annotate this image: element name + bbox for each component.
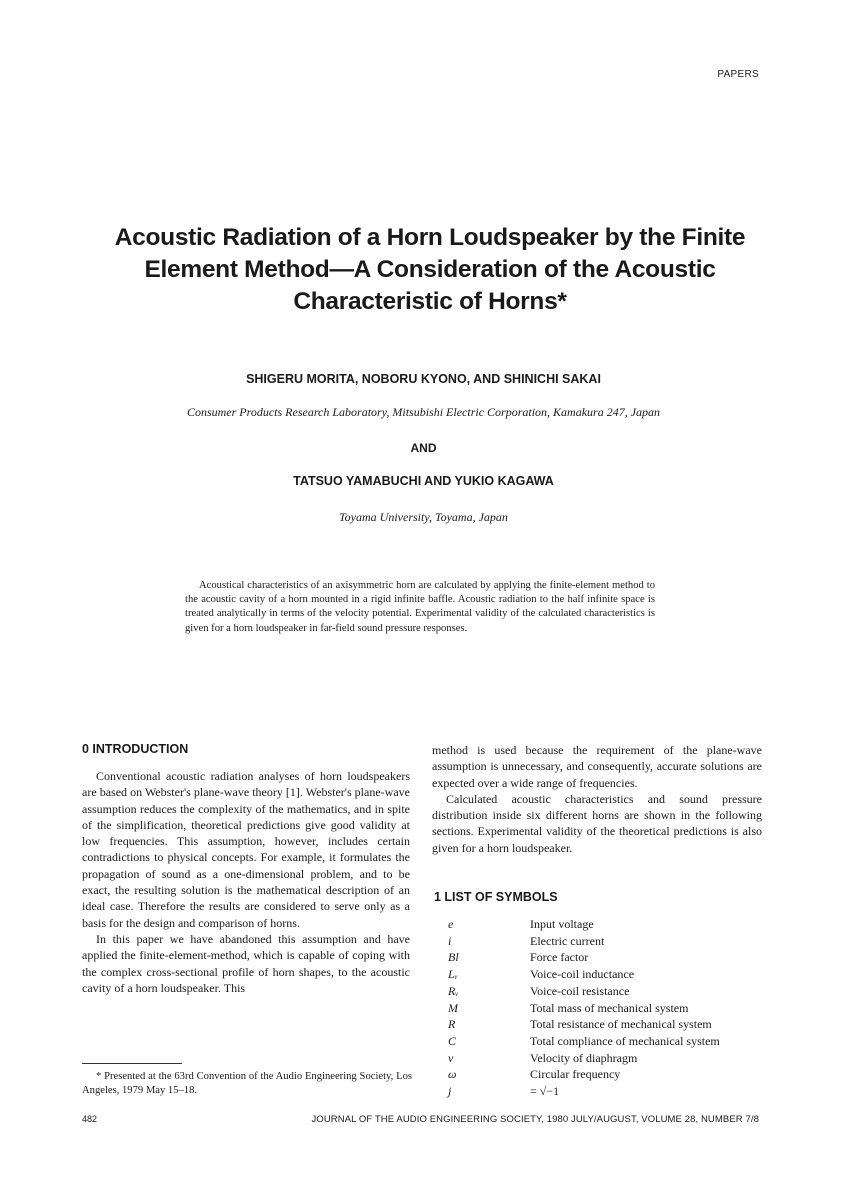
footnote-divider [82, 1063, 182, 1064]
paragraph: Conventional acoustic radiation analyses of horn loudspeakers are based on Webster's plane-wave theory [1]. Webster's plane-wave assumption reduces the complexity of the mathematics, and in spite of the simplification, theoretical predictions give good validity at low frequencies. This assumption, however, includes certain contradictions to physical concepts. For example, it formulates the propagation of sound as a one-dimensional problem, and to be exact, the resulting solution is the mathematical description of an ideal case. Therefore the results are considered to serve only as a basis for the design and comparison of horns. [82, 769, 410, 930]
paper-title [60, 222, 800, 318]
symbol-row [432, 1000, 720, 1017]
paragraph-continued: method is used because the requirement of the plane-wave assumption is unnecessary, and consequently, accurate solutions are expected over a wide range of frequencies. [432, 743, 762, 790]
symbol: C [448, 1033, 457, 1048]
author-separator: AND [410, 441, 437, 455]
symbol: Bl [448, 950, 459, 965]
symbol: j [448, 1084, 452, 1099]
symbol: Lᵥ [448, 967, 459, 982]
symbol-description: Total mass of mechanical system [530, 1000, 689, 1015]
symbol-description: Voice-coil resistance [530, 983, 630, 998]
symbol-row [432, 949, 720, 966]
symbol-row [432, 1016, 720, 1033]
symbol: i [448, 933, 452, 948]
symbol: M [448, 1000, 458, 1015]
title-line-3: Characteristic of Horns* [293, 288, 567, 315]
symbol: ω [448, 1067, 457, 1082]
symbol-description: = √−1 [530, 1084, 560, 1099]
symbol-description: Velocity of diaphragm [530, 1050, 638, 1065]
symbol-description: Force factor [530, 950, 589, 965]
right-column [432, 742, 762, 856]
symbol: Rᵥ [448, 983, 459, 998]
symbol-description: Input voltage [530, 917, 594, 931]
symbol: R [448, 1017, 456, 1032]
symbol-row [432, 916, 720, 933]
page-number: 482 [82, 1114, 98, 1124]
symbol-description: Total resistance of mechanical system [530, 1017, 712, 1032]
symbol-description: Voice-coil inductance [530, 967, 635, 982]
symbol-description: Total compliance of mechanical system [530, 1033, 720, 1048]
symbol-row [432, 1083, 720, 1100]
author-list-2: TATSUO YAMABUCHI AND YUKIO KAGAWA [293, 474, 554, 488]
symbol-description: Circular frequency [530, 1067, 621, 1082]
symbols-table [432, 916, 720, 1100]
abstract: Acoustical characteristics of an axisymmetric horn are calculated by applying the finite-element method to the acoustic cavity of a horn mounted in a rigid infinite baffle. Acoustic radiation to the half infinite space is treated analytically in terms of the velocity potential. Experimental validity of the calculated characteristics is given for a horn loudspeaker in far-field sound pressure responses. [185, 580, 655, 634]
symbol-row [432, 933, 720, 950]
paragraph: In this paper we have abandoned this assumption and have applied the finite-element-method, which is capable of coping with the complex cross-sectional profile of horn shapes, to the acoustic cavity of a horn loudspeaker. This [82, 931, 410, 995]
symbol-row [432, 1066, 720, 1083]
footnote: * Presented at the 63rd Convention of the Audio Engineering Society, Los Angeles, 1979 May 15–18. [82, 1071, 412, 1096]
symbol-row [432, 1050, 720, 1067]
symbol: e [448, 917, 454, 931]
section-heading-introduction: 0 INTRODUCTION [82, 742, 189, 756]
symbol: v [448, 1050, 454, 1065]
section-heading-symbols: 1 LIST OF SYMBOLS [434, 890, 558, 904]
symbol-description: Electric current [530, 933, 605, 948]
paragraph: Calculated acoustic characteristics and sound pressure distribution inside six different horns are shown in the following sections. Experimental validity of the theoretical predictions is also given for a horn loudspeaker. [432, 791, 762, 855]
journal-citation: JOURNAL OF THE AUDIO ENGINEERING SOCIETY, 1980 JULY/AUGUST, VOLUME 28, NUMBER 7/8 [311, 1114, 759, 1125]
symbol-row [432, 983, 720, 1000]
affiliation-2: Toyama University, Toyama, Japan [339, 510, 508, 524]
title-line-1: Acoustic Radiation of a Horn Loudspeaker by the Finite [114, 224, 746, 251]
symbol-row [432, 1033, 720, 1050]
running-header: PAPERS [717, 69, 759, 80]
left-column [82, 768, 410, 996]
author-list-1: SHIGERU MORITA, NOBORU KYONO, AND SHINICHI SAKAI [246, 372, 601, 386]
affiliation-1: Consumer Products Research Laboratory, Mitsubishi Electric Corporation, Kamakura 247, Japan [186, 405, 661, 419]
title-line-2: Element Method—A Consideration of the Acoustic [144, 256, 716, 283]
symbol-row [432, 966, 720, 983]
